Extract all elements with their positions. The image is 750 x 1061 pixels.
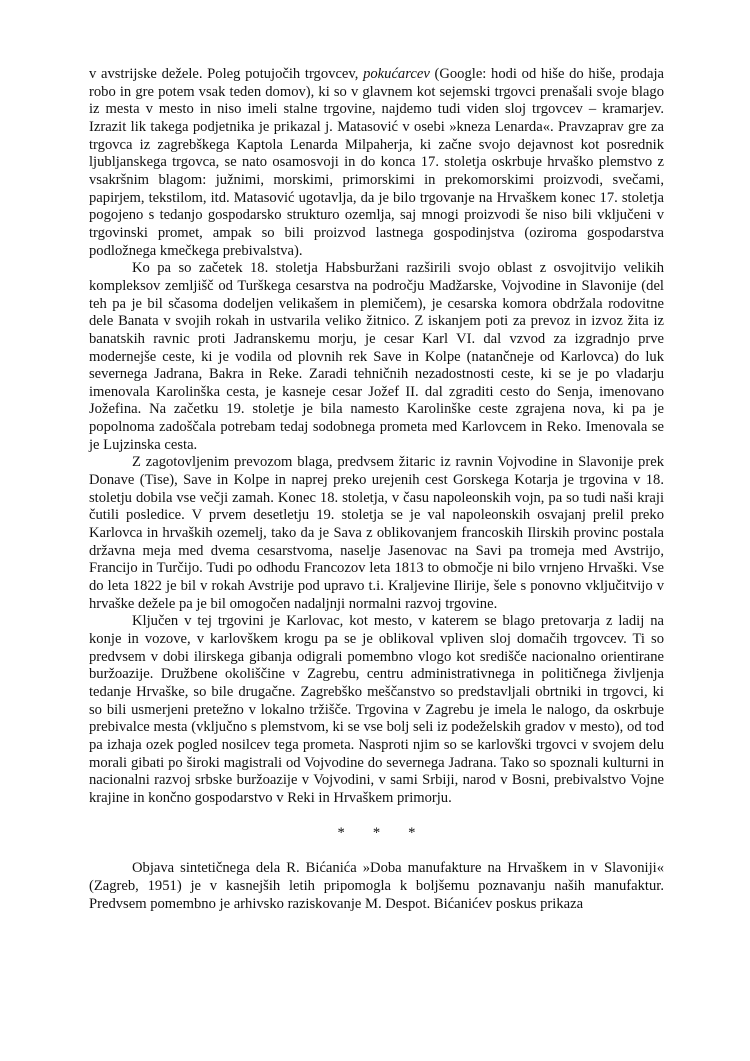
- paragraph-habsburg-roads: Ko pa so začetek 18. stoletja Habsburžani razširili svojo oblast z osvojitvijo velikih kompleksov zemljišč od Turškega cesarstva na področju Madžarske, Vojvodine in Slavonije (del teh pa je bil sčasoma dodeljen velikašem in plemičem), je cesarska komora obdržala rodovitne dele Banata v svojih rokah in ustvarila veliko žitnico. Z iskanjem poti za prevoz in izvoz žita iz banatskih ravnic proti Jadranskemu morju, je cesar Karl VI. dal vzvod za izgradnjo prve modernejše ceste, ki je vodila od plovnih rek Save in Kolpe (natančneje od Karlovca) do luk severnega Jadrana, Bakra in Reke. Zaradi tehničnih nezadostnosti ceste, ki se je po vladarju imenovala Karolinška cesta, je kasneje cesar Jožef II. dal zgraditi cesto do Senja, imenovano Jožefina. Na začetku 19. stoletje je bila namesto Karolinške ceste zgrajena nova, ki pa je popolnoma zadoščala potrebam tedaj sodobnega prometa med Karlovcem in Reko. Imenovala se je Lujzinska cesta.: [89, 260, 664, 453]
- paragraph-kramarji: [89, 66, 664, 260]
- document-page: [89, 66, 664, 913]
- paragraph-text: v avstrijske dežele. Poleg potujočih trgovcev,: [89, 66, 364, 82]
- separator-asterisk: *: [337, 825, 345, 842]
- paragraph-napoleonic-trade: Z zagotovljenim prevozom blaga, predvsem žitaric iz ravnin Vojvodine in Slavonije prek Donave (Tise), Save in Kolpe in naprej preko urejenih cest Gorskega Kotarja je trgovina v 18. stoletju dobila vse večji zamah. Konec 18. stoletja, v času napoleonskih vojn, pa so tudi naši kraji čutili posledice. V prvem desetletju 19. stoletja se je val napoleonskih osvajanj prelil preko Karlovca in hrvaških ozemelj, tako da je Sava z oblikovanjem francoskih Ilirskih provinc postala državna meja med dvema cesarstvoma, naselje Jasenovac na Savi pa tromeja med Avstrijo, Francijo in Turčijo. Tudi po odhodu Francozov leta 1813 to območje ni bilo vrnjeno Hrvaški. Vse do leta 1822 je bil v rokah Avstrije pod upravo t.i. Kraljevine Ilirije, šele s ponovno vključitvijo v hrvaške dežele pa je bil omogočen nadaljnji normalni razvoj trgovine.: [89, 454, 664, 612]
- italic-term-pokucarcev: pokućarcev: [363, 66, 430, 82]
- separator-asterisk: *: [408, 825, 416, 842]
- paragraph-karlovac-zagreb: Ključen v tej trgovini je Karlovac, kot mesto, v katerem se blago pretovarja z ladij na konje in vozove, v karlovškem krogu pa se je oblikoval vpliven sloj domačih trgovcev. Ti so predvsem v dobi ilirskega gibanja odigrali pomembno vlogo kot središče nacionalno orientirane buržoazije. Družbene okoliščine v Zagrebu, centru administrativnega in političnega življenja tedanje Hrvaške, so bile drugačne. Zagrebško meščanstvo so predstavljali obrtniki in trgovci, ki so bili usmerjeni pretežno v lokalno tržišče. Trgovina v Zagrebu je imela le nalogo, da oskrbuje prebivalce mesta (vključno s plemstvom, ki se vse bolj seli iz podeželskih gradov v mesto), od tod pa izhaja ozek pogled nosilcev tega prometa. Nasproti njim so se karlovški trgovci v svojem delu morali gibati po široki magistrali od Vojvodine do severnega Jadrana. Tako so spoznali kulturni in nacionalni razvoj srbske buržoazije v Vojvodini, v sami Srbiji, narod v Bosni, prebivalstvo Vojne krajine in končno gospodarstvo v Reki in Hrvaškem primorju.: [89, 613, 664, 806]
- section-separator: [89, 825, 664, 843]
- paragraph-bicanic: Objava sintetičnega dela R. Bićanića »Doba manufakture na Hrvaškem in v Slavoniji« (Zagreb, 1951) je v kasnejših letih pripomogla k boljšemu poznavanju naših manufaktur. Predvsem pomembno je arhivsko raziskovanje M. Despot. Bićanićev poskus prikaza: [89, 860, 664, 912]
- paragraph-text: (Google: hodi od hiše do hiše, prodaja robo in gre potem vsak teden domov), ki so v glavnem kot sejemski trgovci prenašali svoje blago iz mesta v mesto in niso imeli stalne trgovine, najdemo tudi viden sloj trgovcev – kramarjev. Izrazit lik takega podjetnika je prikazal j. Matasović v osebi »kneza Lenarda«. Pravzaprav gre za trgovca iz zagrebškega Kaptola Lenarda Milpaherja, ki začne svojo dejavnost kot posrednik ljubljanskega trgovca, se nato osamosvoji in do konca 17. stoletja oskrbuje hrvaško plemstvo z vsakršnim blagom: južnimi, morskimi, primorskimi in prekomorskimi proizvodi, svečami, papirjem, tekstilom, itd. Matasović ugotavlja, da je bilo trgovanje na Hrvaškem konec 17. stoletja pogojeno s tedanjo gospodarsko strukturo ozemlja, saj mnogi proizvodi še niso bili vključeni v trgovinski promet, ampak so bili proizvod lastnega gospodinjstva (oziroma gospodarstva podložnega kmečkega prebivalstva).: [89, 66, 664, 259]
- separator-asterisk: *: [372, 825, 381, 842]
